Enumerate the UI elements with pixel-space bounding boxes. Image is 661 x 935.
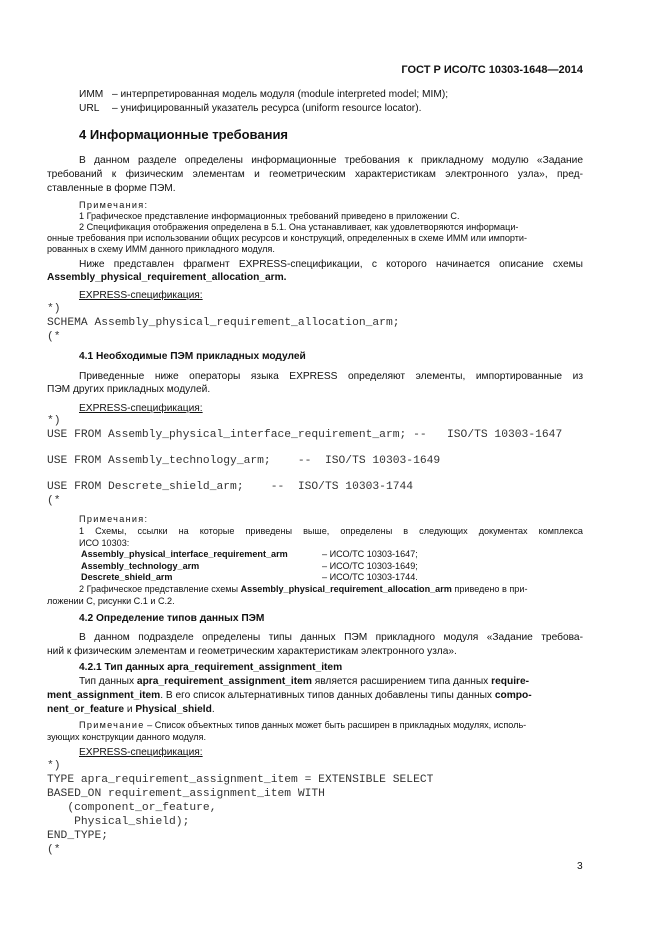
note-line: 1 Графическое представление информационных требований приведено в приложении С.: [79, 211, 460, 221]
text-line: В данном подразделе определены типы данных ПЭМ прикладного модуля «Задание требова-: [79, 632, 583, 643]
code-line: (*: [47, 331, 61, 343]
abbr-term: URL: [79, 103, 100, 114]
type-name: compo-: [494, 690, 532, 701]
text-run: . В его список альтернативных типов данных добавлены типы данных: [160, 690, 495, 701]
type-name: apra_requirement_assignment_item: [136, 676, 312, 687]
text-run: является расширением типа данных: [311, 676, 492, 687]
note-line: рованных в схему ИММ данного прикладного модуля.: [47, 244, 275, 254]
express-label: EXPRESS-спецификация:: [79, 747, 203, 758]
note-line: 2 Спецификация отображения определена в 5.1. Она устанавливает, как удовлетворяются информаци-: [79, 222, 519, 232]
abbr-item: [79, 88, 448, 102]
text-line: Ниже представлен фрагмент EXPRESS-спецификации, с которого начинается описание схемы: [79, 259, 583, 270]
schema-name: Assembly_physical_requirement_allocation_arm: [240, 584, 452, 594]
ref-doc: – ИСО/ТС 10303-1647;: [322, 549, 418, 559]
text-line: ний к физическим элементам и геометрическим характеристикам электронного узла».: [47, 646, 457, 657]
code-line: (component_or_feature,: [47, 802, 217, 814]
note-text: 1 Схемы, ссылки на которые приведены выше, определены в следующих документах комплекса: [79, 526, 583, 536]
ref-name: Assembly_technology_arm: [81, 561, 200, 571]
note-line: [79, 583, 527, 595]
section-title: 4 Информационные требования: [79, 127, 289, 142]
code-line: SCHEMA Assembly_physical_requirement_allocation_arm;: [47, 317, 400, 329]
abbr-item: [79, 102, 421, 116]
code-line: *): [47, 415, 61, 427]
ref-doc: – ИСО/ТС 10303-1649;: [322, 561, 418, 571]
note-text: – Список объектных типов данных может быть расширен в прикладных модулях, исполь-: [144, 720, 527, 730]
code-line: USE FROM Assembly_technology_arm; -- ISO/TS 10303-1649: [47, 455, 441, 467]
code-line: (*: [47, 495, 61, 507]
text-line: [79, 675, 529, 689]
section-intro: [79, 154, 583, 168]
code-line: USE FROM Descrete_shield_arm; -- ISO/TS 10303-1744: [47, 481, 414, 493]
text-line: В данном разделе определены информационные требования к прикладному модулю «Задание: [79, 155, 583, 166]
paragraph: [79, 631, 583, 645]
text-run: Тип данных: [79, 676, 137, 687]
type-name: require-: [491, 676, 530, 687]
text-line: требований к физическим элементам и геометрическим характеристикам электронного узла», пред-: [47, 169, 583, 180]
type-name: Physical_shield: [135, 704, 212, 715]
note-text: приведено в при-: [451, 584, 528, 594]
note-text: 2 Графическое представление схемы: [79, 584, 241, 594]
code-line: USE FROM Assembly_physical_interface_requirement_arm; -- ISO/TS 10303-1647: [47, 429, 563, 441]
type-name: ment_assignment_item: [47, 690, 161, 701]
notes-title: Примечания:: [79, 514, 149, 524]
code-line: BASED_ON requirement_assignment_item WITH: [47, 788, 325, 800]
type-name: nent_or_feature: [47, 704, 124, 715]
ref-name: Descrete_shield_arm: [81, 572, 173, 582]
paragraph: [79, 258, 583, 272]
abbr-term: ИММ: [79, 89, 104, 100]
document-header: ГОСТ Р ИСО/ТС 10303-1648—2014: [401, 64, 583, 76]
code-line: END_TYPE;: [47, 830, 109, 842]
note-line: [79, 525, 583, 537]
notes-title: Примечания:: [79, 200, 149, 210]
code-line: (*: [47, 844, 61, 856]
express-label: EXPRESS-спецификация:: [79, 290, 203, 301]
section-intro: [47, 168, 583, 182]
code-line: *): [47, 303, 61, 315]
ref-name: Assembly_physical_interface_requirement_arm: [81, 549, 288, 559]
text-line: [47, 703, 215, 717]
code-line: *): [47, 760, 61, 772]
text-run: .: [211, 704, 215, 715]
code-line: TYPE apra_requirement_assignment_item = EXTENSIBLE SELECT: [47, 774, 434, 786]
note-line: онные требования при использовании общих ресурсов и конструкций, определенных в схеме ИММ или импорти-: [47, 233, 528, 243]
note-label: Примечание: [79, 720, 145, 730]
express-label: EXPRESS-спецификация:: [79, 403, 203, 414]
ref-doc: – ИСО/ТС 10303-1744.: [322, 572, 418, 582]
paragraph: [79, 370, 583, 384]
schema-name: Assembly_physical_requirement_allocation_arm.: [47, 272, 287, 283]
abbr-text: – унифицированный указатель ресурса (uniform resource locator).: [112, 103, 422, 114]
subsection-title: 4.2.1 Тип данных apra_requirement_assignment_item: [79, 662, 343, 673]
text-line: [47, 689, 532, 703]
note-line: зующих конструкции данного модуля.: [47, 732, 207, 742]
subsection-title: 4.1 Необходимые ПЭМ прикладных модулей: [79, 351, 306, 362]
note-line: [79, 719, 526, 731]
text-line: ПЭМ других прикладных модулей.: [47, 384, 211, 395]
text-run: и: [124, 704, 136, 715]
text-line: Приведенные ниже операторы языка EXPRESS определяют элементы, импортированные из: [79, 371, 583, 382]
note-line: ложении С, рисунки С.1 и С.2.: [47, 596, 175, 606]
abbr-text: – интерпретированная модель модуля (module interpreted model; MIM);: [112, 89, 449, 100]
page-number: 3: [577, 861, 583, 872]
text-line: ставленные в форме ПЭМ.: [47, 183, 176, 194]
subsection-title: 4.2 Определение типов данных ПЭМ: [79, 613, 265, 624]
code-line: Physical_shield);: [47, 816, 190, 828]
note-line: ИСО 10303:: [79, 538, 130, 548]
